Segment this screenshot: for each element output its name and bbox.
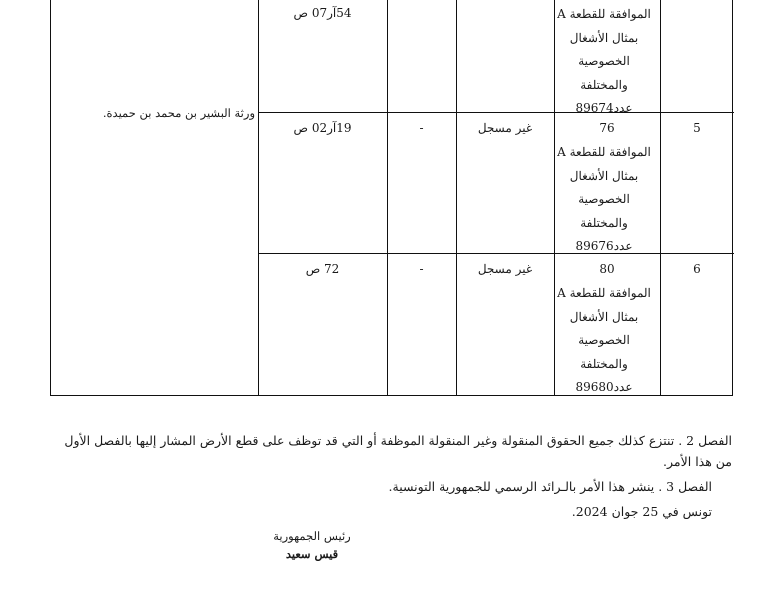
row-divider: [258, 112, 734, 113]
title-description: [555, 3, 653, 121]
description-line: بمثال الأشغال: [569, 168, 639, 183]
owner-cell: -: [419, 121, 424, 135]
article-2-line-2: من هذا الأمر.: [663, 454, 732, 469]
article-2-line-1: الفصل 2 . تنتزع كذلك جميع الحقوق المنقولة وغير المنقولة الموظفة أو التي قد توظف على قطع الأرض المشار إليها بالفصل الأول: [64, 433, 732, 448]
status-cell: غير مسجل: [477, 262, 533, 276]
column-divider: [258, 0, 259, 396]
heirs-name: ورثة البشير بن محمد بن حميدة.: [102, 106, 255, 120]
row-number: 5: [693, 121, 701, 135]
signature-title: رئيس الجمهورية: [273, 529, 351, 543]
description-line: الموافقة للقطعة A: [557, 286, 651, 300]
land-table: [50, 0, 733, 396]
area-cell: 54آر07 ص: [293, 6, 352, 20]
column-divider: [456, 0, 457, 396]
description-line: والمختلفة: [580, 77, 628, 92]
description-line: الخصوصية: [578, 54, 630, 68]
description-line: الموافقة للقطعة A: [557, 145, 651, 159]
column-divider: [387, 0, 388, 396]
description-line: الموافقة للقطعة A: [557, 7, 651, 21]
area-cell: 72 ص: [305, 262, 340, 276]
description-line: بمثال الأشغال: [569, 309, 639, 324]
row-divider: [258, 253, 734, 254]
column-divider: [660, 0, 661, 396]
description-line: والمختلفة: [580, 356, 628, 371]
description-line: الخصوصية: [578, 192, 630, 206]
description-line: عدد89674: [575, 101, 633, 115]
description-line: عدد89676: [575, 239, 633, 253]
description-line: بمثال الأشغال: [569, 30, 639, 45]
signature-name: قيس سعيد: [285, 547, 339, 561]
article-3: الفصل 3 . ينشر هذا الأمر بالـرائد الرسمي للجمهورية التونسية.: [388, 479, 712, 494]
status-cell: غير مسجل: [477, 121, 533, 135]
title-description: [555, 282, 653, 400]
title-number: 80: [599, 262, 615, 276]
area-cell: 19آر02 ص: [293, 121, 352, 135]
row-number: 6: [693, 262, 701, 276]
date-line: تونس في 25 جوان 2024.: [571, 504, 712, 519]
description-line: عدد89680: [575, 380, 633, 394]
owner-cell: -: [419, 262, 424, 276]
description-line: الخصوصية: [578, 333, 630, 347]
title-number: 76: [599, 121, 615, 135]
title-description: [555, 141, 653, 259]
description-line: والمختلفة: [580, 215, 628, 230]
